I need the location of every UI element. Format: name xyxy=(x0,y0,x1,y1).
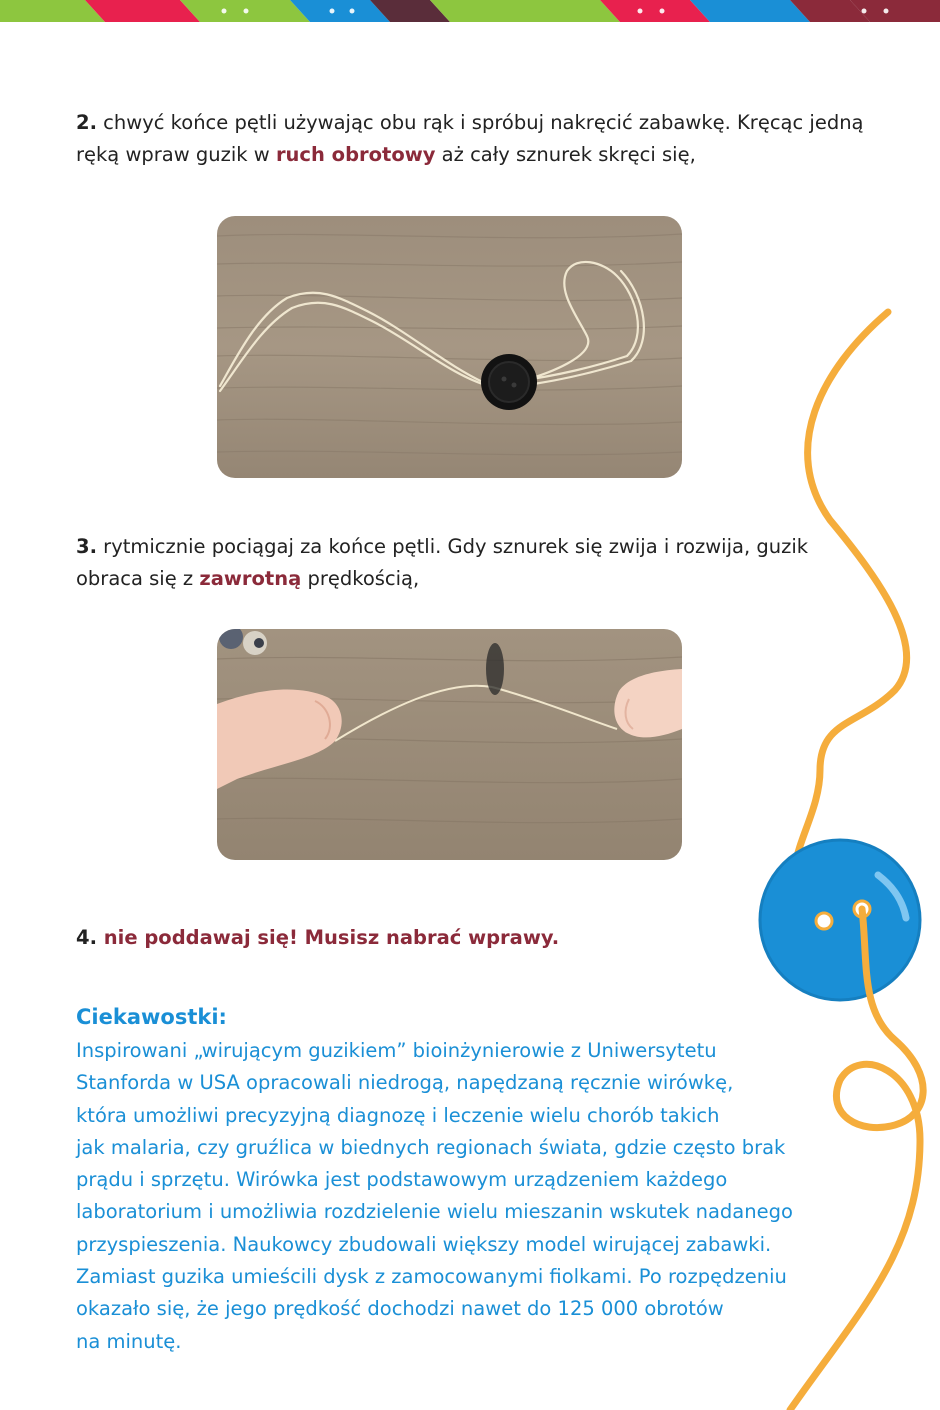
photo-button-on-string xyxy=(217,216,682,478)
trivia-line: prądu i sprzętu. Wirówka jest podstawowym urządzeniem każdego xyxy=(76,1168,728,1192)
step-3-number: 3. xyxy=(76,535,97,558)
orange-string xyxy=(794,312,906,922)
step-4-highlight: nie poddawaj się! Musisz nabrać wprawy. xyxy=(96,926,560,949)
trivia-line: jak malaria, czy gruźlica w biednych regionach świata, gdzie często brak xyxy=(76,1135,786,1159)
trivia-title: Ciekawostki: xyxy=(76,1005,227,1029)
step-3-text-b: prędkością, xyxy=(301,567,420,590)
step-3-text xyxy=(76,531,876,595)
step-4-text xyxy=(76,922,876,954)
button-hole-right xyxy=(854,901,870,917)
trivia-line: Zamiast guzika umieścili dysk z zamocowanymi fiolkami. Po rozpędzeniu xyxy=(76,1265,787,1289)
step-3-text-a: rytmicznie pociągaj za końce pętli. Gdy sznurek się zwija i rozwija, guzik obraca się z xyxy=(76,535,809,590)
step-2-highlight: ruch obrotowy xyxy=(275,143,436,166)
trivia-body xyxy=(76,1035,836,1358)
step-2-text xyxy=(76,107,876,171)
trivia-line: na minutę. xyxy=(76,1329,182,1353)
top-banner xyxy=(0,0,940,22)
trivia-line: okazało się, że jego prędkość dochodzi nawet do 125 000 obrotów xyxy=(76,1297,724,1321)
blue-button xyxy=(760,840,920,1000)
trivia-line: która umożliwi precyzyjną diagnozę i leczenie wielu chorób takich xyxy=(76,1103,720,1127)
step-2-number: 2. xyxy=(76,111,97,134)
step-2-text-b: aż cały sznurek skręci się, xyxy=(435,143,696,166)
step-4-number: 4. xyxy=(76,926,97,949)
trivia-line: Inspirowani „wirującym guzikiem” bioinżynierowie z Uniwersytetu xyxy=(76,1039,717,1062)
step-3-highlight: zawrotną xyxy=(199,567,302,590)
step-2-text-a: chwyć końce pętli używając obu rąk i spróbuj nakręcić zabawkę. Kręcąc jedną ręką wpraw guzik w xyxy=(76,111,864,166)
photo-hands-spinning-button xyxy=(217,629,682,860)
trivia-line: laboratorium i umożliwia rozdzielenie wielu mieszanin wskutek nadanego xyxy=(76,1200,793,1224)
trivia-line: przyspieszenia. Naukowcy zbudowali większy model wirującej zabawki. xyxy=(76,1232,772,1256)
trivia-line: Stanforda w USA opracowali niedrogą, napędzaną ręcznie wirówkę, xyxy=(76,1071,734,1095)
